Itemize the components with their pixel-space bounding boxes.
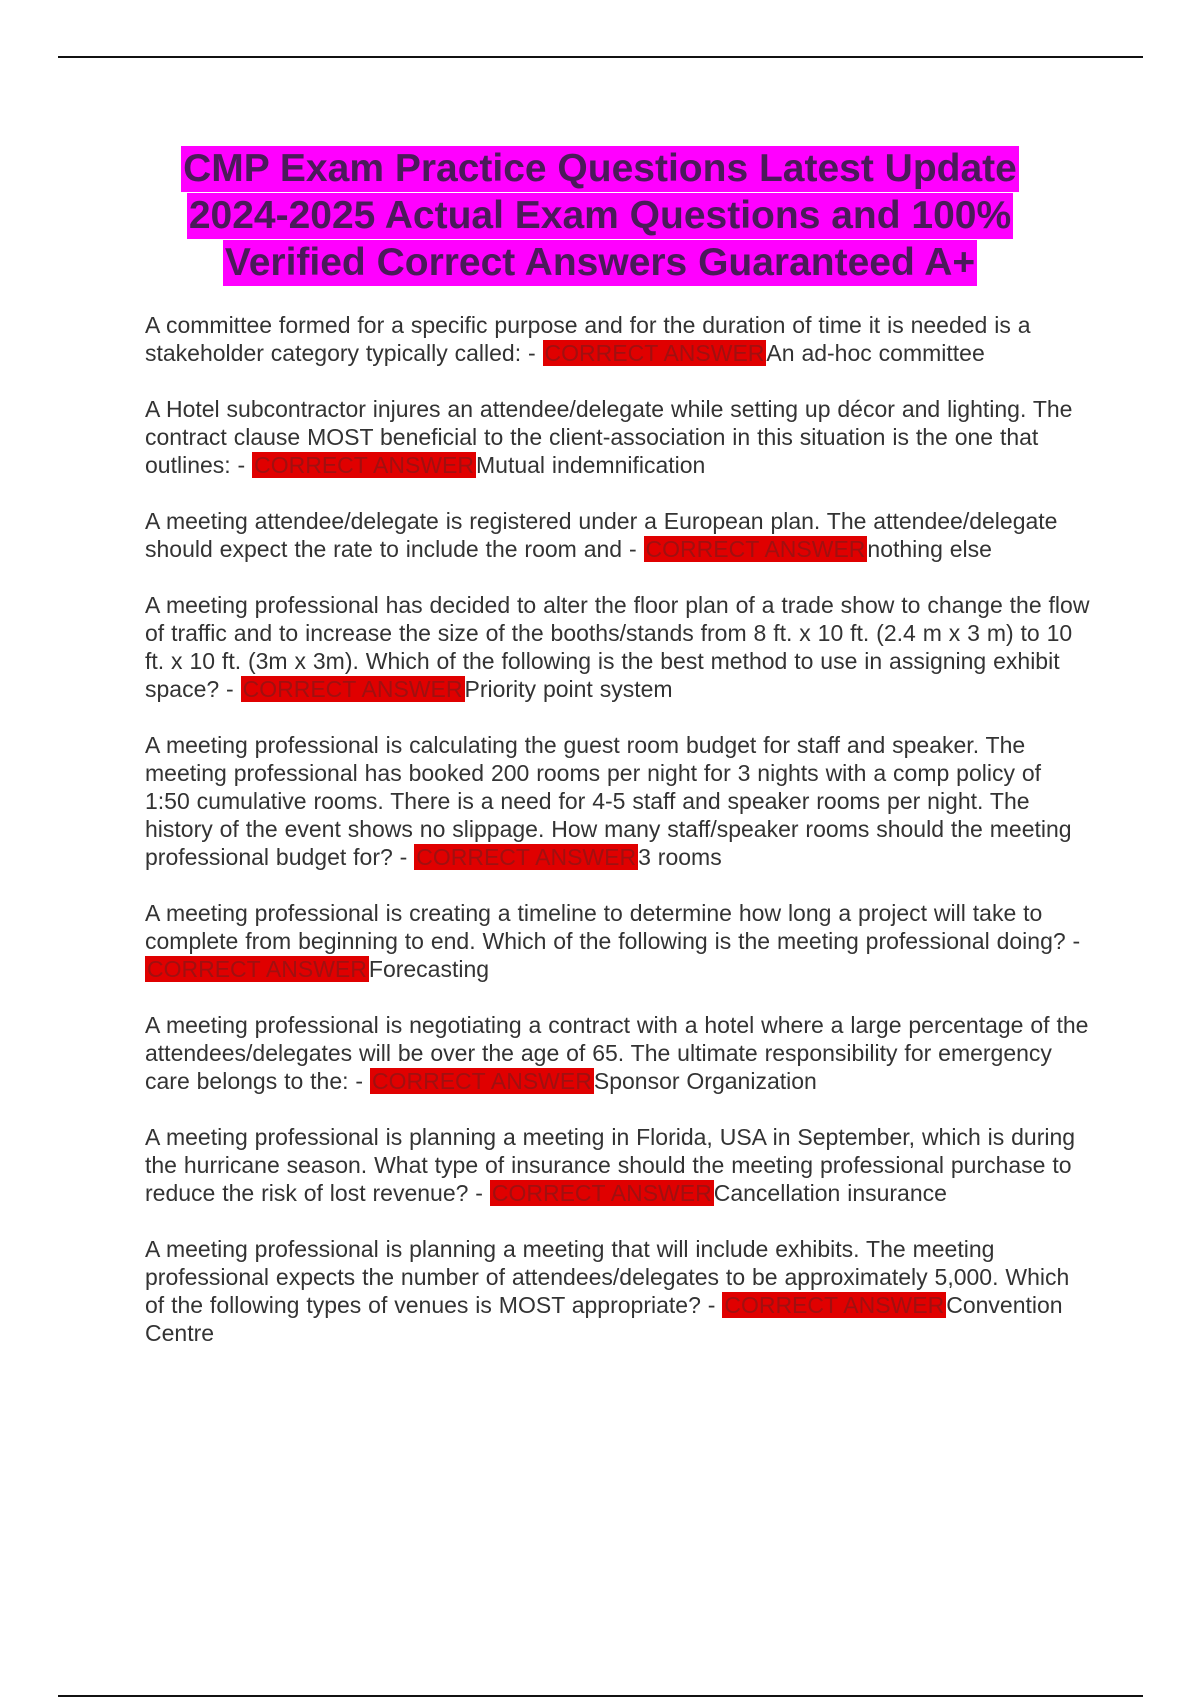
document-title [100, 146, 1100, 287]
correct-answer-tag: CORRECT ANSWER [147, 956, 367, 982]
answer-text: Sponsor Organization [593, 1068, 817, 1094]
answer-text: 3 rooms [638, 844, 722, 870]
question-text: A meeting professional has decided to alter the floor plan of a trade show to change the flow of traffic and to increase the size of the booths/stands from 8 ft. x 10 ft. (2.4 m x 3 m) to 10 ft. x 10 ft. (3m x 3m). Which of the following is the best method to use in assigning exhibit space? - [145, 592, 1090, 702]
question-text: A Hotel subcontractor injures an attendee/delegate while setting up décor and lighting. The contract clause MOST beneficial to the client-association in this situation is the one that outlines: - [145, 396, 1073, 478]
question-text: A committee formed for a specific purpose and for the duration of time it is needed is a stakeholder category typically called: - [145, 312, 1031, 366]
correct-answer-tag: CORRECT ANSWER [645, 536, 866, 562]
correct-answer-tag: CORRECT ANSWER [491, 1180, 712, 1206]
title-line-1: CMP Exam Practice Questions Latest Update [183, 147, 1017, 190]
correct-answer-tag: CORRECT ANSWER [242, 676, 463, 702]
correct-answer-tag: CORRECT ANSWER [371, 1068, 592, 1094]
bottom-rule [58, 1695, 1143, 1697]
title-line-2: 2024-2025 Actual Exam Questions and 100% [188, 194, 1012, 237]
correct-answer-tag: CORRECT ANSWER [254, 452, 474, 478]
question-text: A meeting professional is planning a meeting that will include exhibits. The meeting professional expects the number of attendees/delegates to be approximately 5,000. Which of the following types of venues is MOST appropriate? - [145, 1236, 1070, 1318]
answer-text: Forecasting [368, 956, 490, 982]
answer-text: nothing else [867, 536, 992, 562]
correct-answer-tag: CORRECT ANSWER [416, 844, 637, 870]
qa-item [145, 311, 1090, 367]
answer-text: Mutual indemnification [476, 452, 706, 478]
correct-answer-tag: CORRECT ANSWER [724, 1292, 945, 1318]
qa-item [145, 899, 1090, 983]
answer-text: Priority point system [464, 676, 673, 702]
title-line-3: Verified Correct Answers Guaranteed A+ [224, 241, 976, 284]
qa-item [145, 731, 1090, 871]
answer-text: Cancellation insurance [713, 1180, 947, 1206]
qa-item [145, 1011, 1090, 1095]
qa-item [145, 507, 1090, 563]
question-text: A meeting attendee/delegate is registered under a European plan. The attendee/delegate should expect the rate to include the room and - [145, 508, 1058, 562]
question-text: A meeting professional is negotiating a contract with a hotel where a large percentage of the attendees/delegates will be over the age of 65. The ultimate responsibility for emergency care belongs to the: - [145, 1012, 1089, 1094]
question-list [145, 311, 1090, 1375]
qa-item [145, 591, 1090, 703]
qa-item [145, 1123, 1090, 1207]
qa-item [145, 395, 1090, 479]
question-text: A meeting professional is calculating the guest room budget for staff and speaker. The meeting professional has booked 200 rooms per night for 3 nights with a comp policy of 1:50 cumulative rooms. There is a need for 4-5 staff and speaker rooms per night. The history of the event shows no slippage. How many staff/speaker rooms should the meeting professional budget for? - [145, 732, 1072, 870]
answer-text: Convention Centre [145, 1292, 1063, 1346]
correct-answer-tag: CORRECT ANSWER [544, 340, 765, 366]
qa-item [145, 1235, 1090, 1347]
top-rule [58, 56, 1143, 58]
answer-text: An ad-hoc committee [766, 340, 985, 366]
question-text: A meeting professional is planning a meeting in Florida, USA in September, which is during the hurricane season. What type of insurance should the meeting professional purchase to reduce the risk of lost revenue? - [145, 1124, 1076, 1206]
question-text: A meeting professional is creating a timeline to determine how long a project will take to complete from beginning to end. Which of the following is the meeting professional doing? - [145, 900, 1081, 954]
